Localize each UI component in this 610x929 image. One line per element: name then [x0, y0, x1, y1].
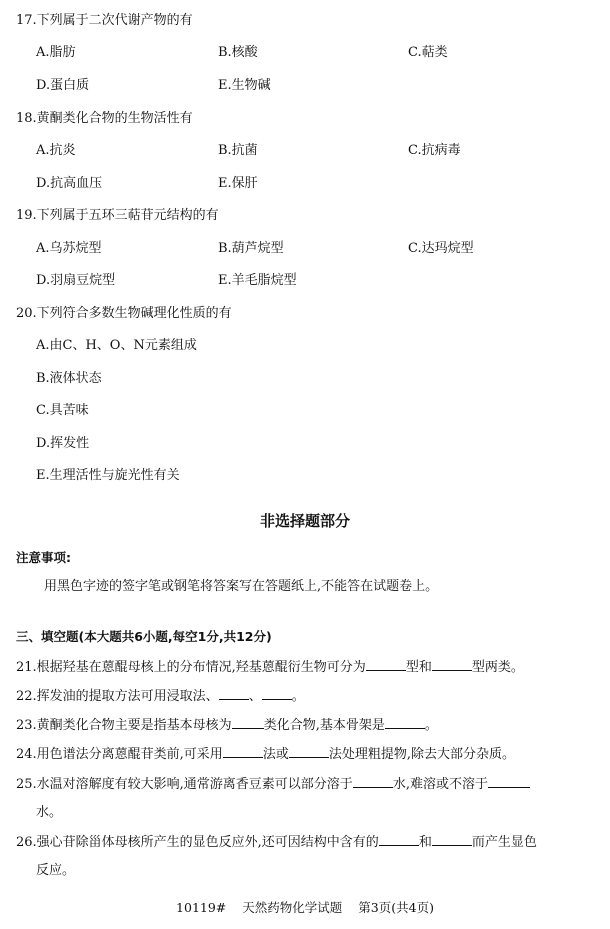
- option-17-e: E.生物碱: [218, 78, 271, 93]
- option-19-c: C.达玛烷型: [408, 241, 474, 256]
- q21-text-b: 型和: [405, 660, 432, 675]
- option-20-a: A.由C、H、O、N元素组成: [36, 338, 197, 353]
- fill-section-heading: 三、填空题(本大题共6小题,每空1分,共12分): [16, 629, 272, 644]
- q23-blank-2[interactable]: [385, 716, 425, 729]
- option-19-d: D.羽扇豆烷型: [36, 273, 116, 288]
- question-23: [16, 716, 438, 735]
- q26-blank-1[interactable]: [379, 833, 419, 846]
- q24-text-a: 24.用色谱法分离蒽醌苷类前,可采用: [16, 747, 223, 762]
- q23-text-a: 23.黄酮类化合物主要是指基本母核为: [16, 718, 232, 733]
- q25-text-a: 25.水温对溶解度有较大影响,通常游离香豆素可以部分溶于: [16, 777, 353, 792]
- option-19-a: A.乌苏烷型: [36, 241, 102, 256]
- page-footer: [0, 898, 610, 916]
- q21-text-c: 型两类。: [471, 660, 524, 675]
- q26-continuation: 反应。: [36, 863, 76, 878]
- q24-blank-2[interactable]: [289, 745, 329, 758]
- q26-text-b: 和: [418, 835, 432, 850]
- question-25: [16, 775, 530, 794]
- option-17-c: C.萜类: [408, 45, 448, 60]
- question-22: [16, 687, 305, 706]
- q22-text-a: 22.挥发油的提取方法可用浸取法、: [16, 689, 219, 704]
- q22-blank-1[interactable]: [219, 687, 249, 700]
- q22-blank-2[interactable]: [262, 687, 292, 700]
- q23-blank-1[interactable]: [232, 716, 264, 729]
- option-17-d: D.蛋白质: [36, 78, 90, 93]
- question-19-stem: 19.下列属于五环三萜苷元结构的有: [16, 208, 219, 223]
- q25-continuation: 水。: [36, 805, 63, 820]
- q24-blank-1[interactable]: [223, 745, 263, 758]
- q24-text-c: 法处理粗提物,除去大部分杂质。: [328, 747, 515, 762]
- q25-text-b: 水,难溶或不溶于: [392, 777, 488, 792]
- q26-blank-2[interactable]: [432, 833, 472, 846]
- notice-heading: 注意事项:: [16, 550, 71, 565]
- q25-blank-1[interactable]: [353, 775, 393, 788]
- option-20-d: D.挥发性: [36, 436, 90, 451]
- footer-title: 天然药物化学试题: [242, 900, 343, 915]
- q26-text-a: 26.强心苷除甾体母核所产生的显色反应外,还可因结构中含有的: [16, 835, 379, 850]
- question-17-stem: 17.下列属于二次代谢产物的有: [16, 13, 193, 28]
- section-title: 非选择题部分: [259, 512, 350, 530]
- question-26: [16, 833, 537, 852]
- notice-text: 用黑色字迹的签字笔或钢笔将答案写在答题纸上,不能答在试题卷上。: [44, 579, 439, 594]
- option-20-c: C.具苦味: [36, 403, 89, 418]
- q26-text-c: 而产生显色: [471, 835, 537, 850]
- question-20-stem: 20.下列符合多数生物碱理化性质的有: [16, 306, 232, 321]
- option-18-a: A.抗炎: [36, 143, 76, 158]
- footer-code: 10119#: [176, 900, 227, 915]
- option-19-b: B.葫芦烷型: [218, 241, 284, 256]
- option-18-b: B.抗菌: [218, 143, 258, 158]
- question-24: [16, 745, 515, 764]
- q23-text-c: 。: [424, 718, 438, 733]
- q21-blank-1[interactable]: [366, 658, 406, 671]
- question-18-stem: 18.黄酮类化合物的生物活性有: [16, 111, 193, 126]
- q21-blank-2[interactable]: [432, 658, 472, 671]
- q22-text-c: 。: [291, 689, 305, 704]
- option-19-e: E.羊毛脂烷型: [218, 273, 297, 288]
- option-20-e: E.生理活性与旋光性有关: [36, 468, 180, 483]
- q22-text-b: 、: [248, 689, 262, 704]
- option-18-d: D.抗高血压: [36, 176, 103, 191]
- q25-blank-2[interactable]: [488, 775, 530, 788]
- option-18-c: C.抗病毒: [408, 143, 461, 158]
- option-20-b: B.液体状态: [36, 371, 102, 386]
- option-18-e: E.保肝: [218, 176, 258, 191]
- footer-page: 第3页(共4页): [358, 900, 434, 915]
- q24-text-b: 法或: [262, 747, 289, 762]
- q21-text-a: 21.根据羟基在蒽醌母核上的分布情况,羟基蒽醌衍生物可分为: [16, 660, 366, 675]
- question-21: [16, 658, 524, 677]
- option-17-a: A.脂肪: [36, 45, 76, 60]
- option-17-b: B.核酸: [218, 45, 258, 60]
- q23-text-b: 类化合物,基本骨架是: [263, 718, 385, 733]
